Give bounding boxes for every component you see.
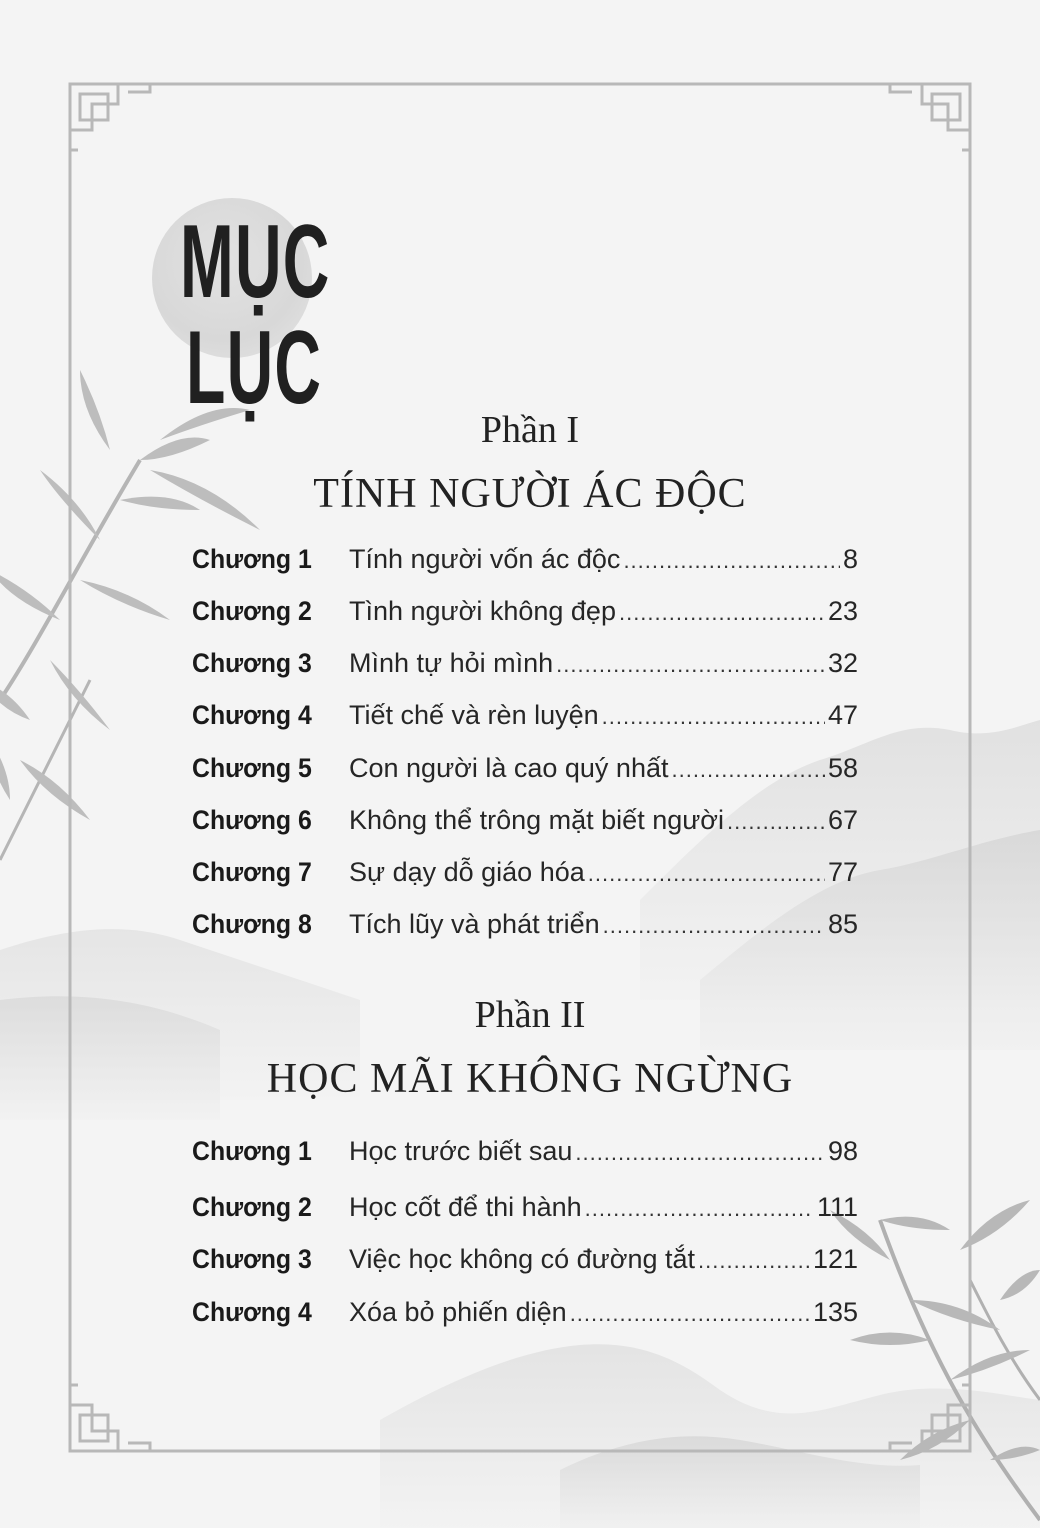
dot-leader <box>570 1297 810 1331</box>
chapter-page-number: 58 <box>827 753 858 783</box>
chapter-title: Học trước biết sau <box>349 1136 573 1166</box>
part-2-label: Phần II <box>474 994 586 1036</box>
dot-leader <box>588 857 825 891</box>
chapter-page-number: 8 <box>842 544 858 574</box>
chapter-title: Tiết chế và rèn luyện <box>349 700 599 730</box>
chapter-label: Chương 4 <box>192 700 312 730</box>
dot-leader <box>698 1244 810 1278</box>
dot-leader <box>603 909 825 943</box>
chapter-title: Tình người không đẹp <box>349 596 616 626</box>
chapter-label: Chương 8 <box>192 909 312 939</box>
chapter-page-number: 77 <box>827 857 858 887</box>
page-title-line-2: LỤC <box>186 310 323 426</box>
toc-entry[interactable] <box>192 751 858 785</box>
toc-entry[interactable] <box>192 542 858 576</box>
chapter-title: Tính người vốn ác độc <box>349 544 621 574</box>
part-1-title: TÍNH NGƯỜI ÁC ĐỘC <box>313 471 747 517</box>
toc-entry[interactable] <box>192 1134 858 1168</box>
dot-leader <box>585 1192 814 1226</box>
chapter-page-number: 67 <box>827 805 858 835</box>
toc-entry[interactable] <box>192 698 858 732</box>
chapter-page-number: 32 <box>827 648 858 678</box>
toc-entry[interactable] <box>192 803 858 837</box>
dot-leader <box>619 596 825 630</box>
chapter-page-number: 98 <box>827 1136 858 1166</box>
chapter-label: Chương 2 <box>192 1192 312 1222</box>
dot-leader <box>602 700 825 734</box>
chapter-label: Chương 1 <box>192 1136 312 1166</box>
chapter-title: Không thể trông mặt biết người <box>349 805 725 835</box>
chapter-label: Chương 3 <box>192 648 312 678</box>
chapter-label: Chương 6 <box>192 805 312 835</box>
toc-entry[interactable] <box>192 907 858 941</box>
chapter-title: Việc học không có đường tắt <box>349 1244 696 1274</box>
toc-entry[interactable] <box>192 855 858 889</box>
chapter-page-number: 85 <box>827 909 858 939</box>
chapter-label: Chương 7 <box>192 857 312 887</box>
chapter-label: Chương 1 <box>192 544 312 574</box>
toc-entry[interactable] <box>192 594 858 628</box>
dot-leader <box>575 1136 825 1170</box>
part-2-title: HỌC MÃI KHÔNG NGỪNG <box>266 1056 794 1102</box>
chapter-label: Chương 5 <box>192 753 312 783</box>
chapter-label: Chương 2 <box>192 596 312 626</box>
chapter-title: Sự dạy dỗ giáo hóa <box>349 857 585 887</box>
chapter-label: Chương 3 <box>192 1244 312 1274</box>
chapter-page-number: 47 <box>827 700 858 730</box>
toc-entry[interactable] <box>192 646 858 680</box>
chapter-title: Mình tự hỏi mình <box>349 648 554 678</box>
dot-leader <box>727 805 825 839</box>
chapter-title: Học cốt để thi hành <box>349 1192 582 1222</box>
chapter-page-number: 23 <box>827 596 858 626</box>
dot-leader <box>671 753 824 787</box>
chapter-page-number: 111 <box>816 1192 858 1222</box>
chapter-title: Xóa bỏ phiến diện <box>349 1297 567 1327</box>
dot-leader <box>623 544 840 578</box>
chapter-label: Chương 4 <box>192 1297 312 1327</box>
chapter-title: Con người là cao quý nhất <box>349 753 669 783</box>
toc-entry[interactable] <box>192 1295 858 1329</box>
part-1-label: Phần I <box>480 409 580 451</box>
dot-leader <box>556 648 825 682</box>
chapter-page-number: 121 <box>812 1244 858 1274</box>
chapter-title: Tích lũy và phát triển <box>349 909 600 939</box>
toc-entry[interactable] <box>192 1190 858 1224</box>
chapter-page-number: 135 <box>812 1297 858 1327</box>
page-title-line-1: MỤC <box>180 204 331 320</box>
toc-entry[interactable] <box>192 1242 858 1276</box>
